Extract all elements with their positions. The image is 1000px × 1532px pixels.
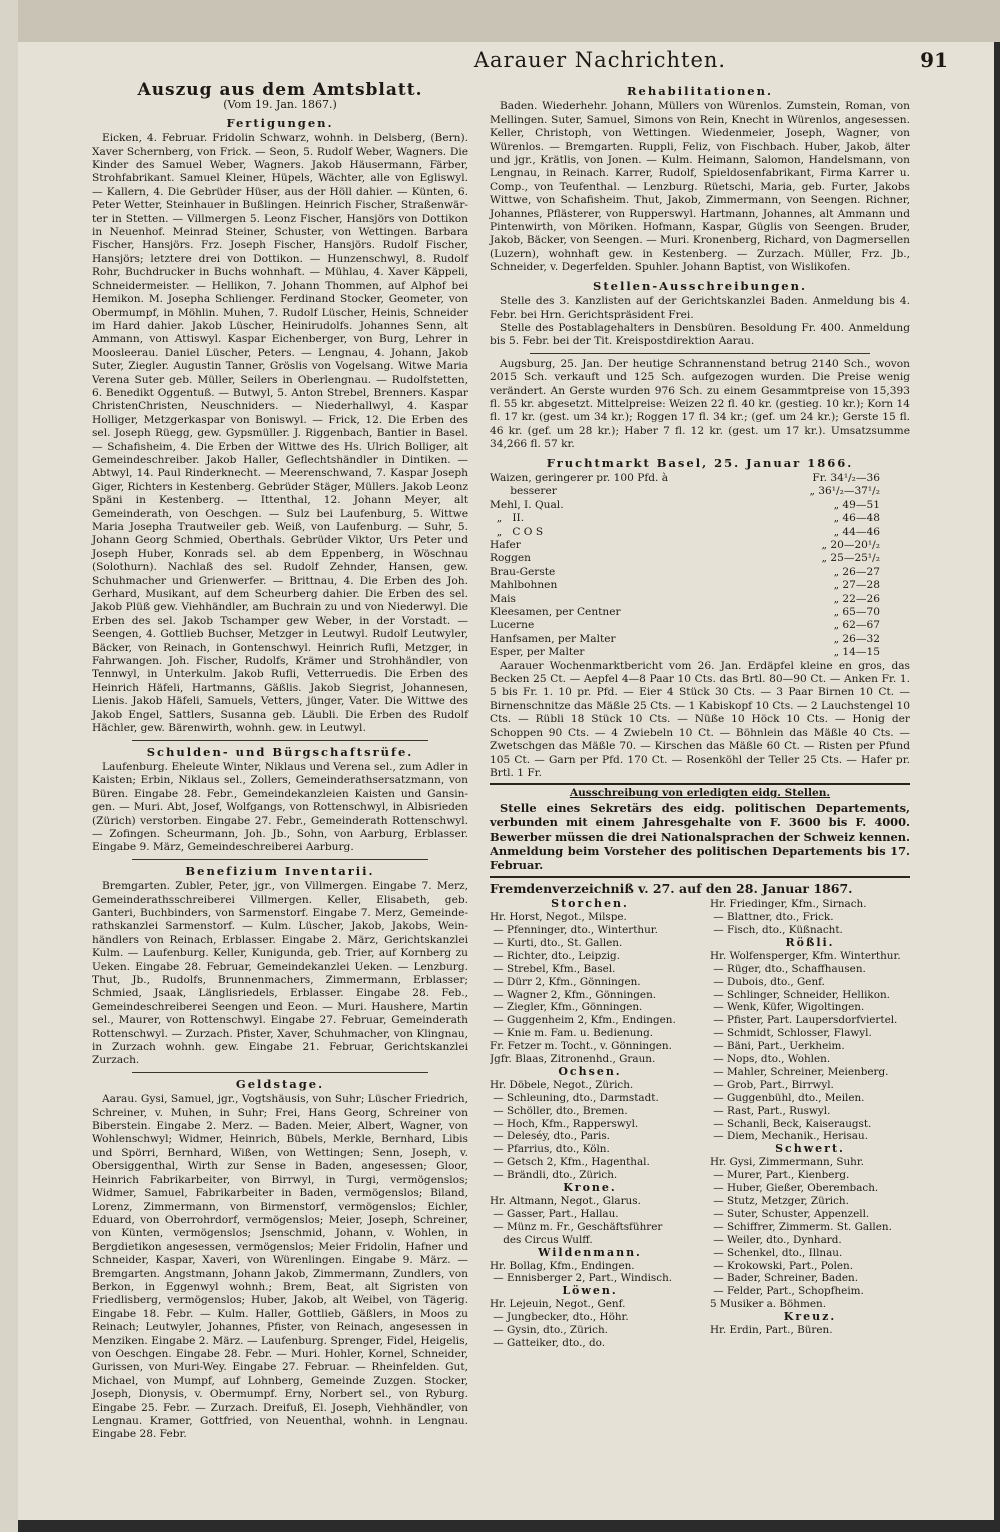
divider	[530, 353, 870, 354]
amtsblatt-heading: Auszug aus dem Amtsblatt.	[137, 80, 423, 100]
hotel-heading: Schwert.	[775, 1142, 845, 1156]
guest-entry: — Wenk, Küfer, Wigoltingen.	[710, 1001, 865, 1014]
guest-entry: — Münz m. Fr., Geschäftsführer	[490, 1220, 663, 1233]
guest-entry: Jgfr. Blaas, Zitronenhd., Graun.	[490, 1053, 656, 1066]
guest-entry: Hr. Wolfensperger, Kfm. Winterthur.	[710, 949, 901, 962]
guest-entry: — Wagner 2, Kfm., Gönningen.	[490, 988, 657, 1001]
price-item: Brau-Gerste	[490, 565, 556, 578]
price-value: „ 46—48	[833, 512, 880, 525]
hotel-heading: Löwen.	[562, 1284, 618, 1298]
price-row	[490, 646, 910, 659]
price-row	[490, 472, 910, 485]
guest-entry: — Getsch 2, Kfm., Hagenthal.	[490, 1156, 650, 1169]
price-value: „ 26—27	[833, 565, 880, 578]
guest-entry: — Schlinger, Schneider, Hellikon.	[710, 988, 890, 1001]
section-title-geldstage: Geldstage.	[235, 1076, 325, 1091]
price-value: „ 14—15	[833, 646, 880, 659]
guest-entry: — Bäni, Part., Uerkheim.	[710, 1040, 845, 1053]
price-item: besserer	[490, 485, 557, 498]
wochenmarkt-report: Aarauer Wochenmarktbericht vom 26. Jan. Erdäpfel kleine en gros, das Becken 25 Ct. — Aepfel 4—8 Paar 10 Cts. das Brtl. 80—90 Ct. — Anken Fr. 1. 5 bis Fr. 1. 10 pr. Pfd. — Eier 4 Stück 30 Cts. — 3 Paar Birnen 10 Ct. — Birnenschnitze das Mäßle 25 Cts. — 1 Kabiskopf 10 Cts. — 2 Lauchstengel 10 Cts. — Rübli 18 Stück 10 Cts. — Nüße 10 Höck 10 Cts. — Honig der Schoppen 90 Cts. — 4 Zwiebeln 10 Ct. — Böhnlein das Mäßle 40 Cts. — Zwetschgen das Mäßle 70. — Kirschen das Mäßle 60 Ct. — Risten per Pfund 105 Ct. — Garn per Pfd. 170 Ct. — Rosenköhl der Teller 25 Cts. — Hafer pr. Brtl. 1 Fr.	[490, 659, 910, 779]
guest-entry: — Schanli, Beck, Kaiseraugst.	[710, 1117, 872, 1130]
stellen-item: Stelle des Postablagehalters in Densbüren. Besoldung Fr. 400. Anmeldung bis 5. Febr. bei der Tit. Kreispostdirektion Aarau.	[490, 321, 910, 348]
amtsblatt-date: (Vom 19. Jan. 1867.)	[223, 98, 337, 112]
hotel-heading: Storchen.	[551, 897, 629, 911]
guest-entry: Fr. Fetzer m. Tocht., v. Gönningen.	[490, 1040, 672, 1053]
guest-entry: — Schöller, dto., Bremen.	[490, 1104, 628, 1117]
guest-entry: — Schiffrer, Zimmerm. St. Gallen.	[710, 1220, 892, 1233]
price-value: „ 26—32	[833, 632, 880, 645]
price-item: Kleesamen, per Centner	[490, 606, 621, 619]
price-row	[490, 593, 910, 606]
guest-entry: — Murer, Part., Kienberg.	[710, 1169, 850, 1182]
guest-entry: Hr. Lejeuin, Negot., Genf.	[490, 1298, 626, 1311]
price-row	[490, 633, 910, 646]
price-item: Mais	[490, 592, 516, 605]
guest-entry: — Guggenheim 2, Kfm., Endingen.	[490, 1014, 676, 1027]
guest-entry: — Gasser, Part., Hallau.	[490, 1207, 619, 1220]
price-row	[490, 512, 910, 525]
guest-entry: — Schmidt, Schlosser, Flawyl.	[710, 1027, 872, 1040]
price-row	[490, 526, 910, 539]
price-value: „ 25—25¹/₂	[821, 552, 880, 565]
guest-entry: — Blattner, dto., Frick.	[710, 911, 834, 924]
price-row	[490, 566, 910, 579]
price-value: „ 44—46	[833, 525, 880, 538]
hotel-heading: Kreuz.	[783, 1310, 837, 1324]
price-value: Fr. 34¹/₂—36	[812, 471, 880, 484]
guest-entry: — Krokowski, Part., Polen.	[710, 1259, 854, 1272]
guest-entry: — Grob, Part., Birrwyl.	[710, 1078, 834, 1091]
page-number: 91	[920, 48, 948, 72]
section-title-rehabilitationen: Rehabilitationen.	[627, 84, 773, 98]
hotel-heading: Rößli.	[785, 935, 835, 949]
price-item: Hanfsamen, per Malter	[490, 632, 616, 645]
guest-entry: — Huber, Gießer, Oberembach.	[710, 1182, 879, 1195]
guest-entry: — Deleséy, dto., Paris.	[490, 1130, 610, 1143]
price-item: Lucerne	[490, 619, 535, 632]
guest-entry: Hr. Horst, Negot., Milspe.	[490, 911, 627, 924]
hotel-heading: Wildenmann.	[538, 1245, 642, 1259]
price-value: „ 22—26	[833, 592, 880, 605]
guest-entry: — Schenkel, dto., Illnau.	[710, 1246, 843, 1259]
guest-entry: — Stutz, Metzger, Zürich.	[710, 1195, 849, 1207]
price-value: „ 49—51	[833, 498, 880, 511]
section-title-benefizium: Benefizium Inventarii.	[185, 863, 375, 878]
section-text-schulden: Laufenburg. Eheleute Winter, Niklaus und Verena sel., zum Adler in Kaisten; Erbin, Niklaus sel., Zollers, Gemeinderathsersatzmann, von Büren. Eingabe 28. Febr., Gemeindekanzleien Kaisten und Gansingen. — Muri. Abt, Josef, Wolfgangs, von Rottenschwyl, in Albisrieden (Zürich) verstorben. Eingabe 27. Febr., Gemeinderath Rottenschwyl. — Zofingen. Scheurmann, Joh. Jb., Sohn, von Aarburg, Erblasser. Eingabe 9. März, Gemeindeschreiberei Aarburg.	[92, 760, 468, 854]
guest-entry: — Diem, Mechanik., Herisau.	[710, 1130, 868, 1143]
fremdenverzeichnis-title: Fremdenverzeichniß v. 27. auf den 28. Januar 1867.	[490, 880, 853, 896]
stellen-item: Stelle des 3. Kanzlisten auf der Gerichtskanzlei Baden. Anmeldung bis 4. Febr. bei Hrn. Gerichtspräsident Frei.	[490, 295, 910, 321]
section-text-benefizium: Bremgarten. Zubler, Peter, jgr., von Villmergen. Eingabe 7. Merz, Gemeinderathsschreiberei Villmergen. Keller, Elisabeth, geb. Ganteri, Buchbinders, von Sarmenstorf. Eingabe 7. Merz, Gemeinderathskanzlei Sarmenstorf. — Kulm. Lüscher, Jakob, Jakobs, Weinhändlers von Reinach, Erblasser. Eingabe 2. März, Gerichtskanzlei Kulm. — Laufenburg. Keller, Kunigunda, geb. Trier, auf Kornberg zu Ueken. Eingabe 28. Februar, Gemeindekanzlei Ueken. — Lenzburg. Thut, Jb., Rudolfs, Brunnenmachers, Zimmermann, Erblasser; Schmied, Jsaak, Länglisriedels, Erblasser. Eingabe 28. Feb., Gemeindeschreiberei Seengen und Eeon. — Muri. Haushere, Martin sel., Maurer, von Rottenschwyl. Eingabe 27. Februar, Gemeinderath Rottenschwyl. — Zurzach. Pfister, Xaver, Schuhmacher, von Klingnau, in Zurzach wohnh. gew. Eingabe 21. Februar, Gerichtskanzlei Zurzach.	[92, 880, 468, 1067]
guest-entry: — Weiler, dto., Dynhard.	[710, 1233, 842, 1246]
price-value: „ 62—67	[833, 619, 880, 632]
price-item: Waizen, geringerer pr. 100 Pfd. à	[490, 471, 669, 484]
guest-entry: — Rüger, dto., Schaffhausen.	[710, 962, 866, 975]
guest-entry: — Schleuning, dto., Darmstadt.	[490, 1091, 659, 1104]
guest-entry: — Jungbecker, dto., Höhr.	[490, 1311, 629, 1324]
section-title-schulden: Schulden- und Bürgschaftsrüfe.	[146, 744, 414, 759]
page-title: Aarauer Nachrichten.	[473, 48, 727, 72]
divider	[490, 876, 910, 878]
guest-list-left	[490, 898, 690, 1350]
guest-entry: — Felder, Part., Schopfheim.	[710, 1285, 864, 1298]
section-title-fertigungen: Fertigungen.	[226, 115, 334, 130]
guest-entry: — Dubois, dto., Genf.	[710, 975, 825, 988]
guest-entry: — Fisch, dto., Küßnacht.	[710, 923, 843, 936]
guest-entry: — Hoch, Kfm., Rapperswyl.	[490, 1117, 639, 1130]
hotel-heading: Krone.	[563, 1181, 617, 1195]
guest-entry: — Pfister, Part. Laupersdorfviertel.	[710, 1014, 898, 1027]
price-item: „ II.	[490, 512, 525, 525]
price-row	[490, 619, 910, 632]
augsburg-market-report: Augsburg, 25. Jan. Der heutige Schrannenstand betrug 2140 Sch., wovon 2015 Sch. verkauft und 125 Sch. aufgezogen wurden. Die Preise wenig verändert. An Gerste wurden 976 Sch. zu einem Gesammtpreise von 15,393 fl. 55 kr. abgesetzt. Mittelpreise: Weizen 22 fl. 40 kr. (gestieg. 10 kr.); Korn 14 fl. 17 kr. (gest. um 34 kr.); Roggen 17 fl. 34 kr.; (gef. um 24 kr.); Gerste 15 fl. 46 kr. (gef. um 28 kr.); Haber 7 fl. 12 kr. (gest. um 17 kr.). Umsatzsumme 34,266 fl. 57 kr.	[490, 357, 910, 451]
guest-entry: — Suter, Schuster, Appenzell.	[710, 1207, 870, 1220]
guest-entry: — Bader, Schreiner, Baden.	[710, 1272, 859, 1285]
guest-entry: 5 Musiker a. Böhmen.	[710, 1298, 826, 1311]
section-title-stellen: Stellen-Ausschreibungen.	[593, 278, 807, 293]
guest-entry: — Gysin, dto., Zürich.	[490, 1324, 608, 1337]
price-table	[490, 472, 910, 660]
price-row	[490, 485, 910, 498]
guest-entry: Hr. Gysi, Zimmermann, Suhr.	[710, 1156, 864, 1169]
price-item: Mehl, I. Qual.	[490, 498, 564, 511]
guest-entry: — Brändli, dto., Zürich.	[490, 1169, 618, 1182]
hotel-heading: Ochsen.	[558, 1064, 622, 1078]
price-item: Roggen	[490, 552, 532, 565]
guest-entry: — Strebel, Kfm., Basel.	[490, 962, 616, 975]
price-row	[490, 499, 910, 512]
price-item: Mahlbohnen	[490, 579, 558, 592]
guest-entry: des Circus Wulff.	[490, 1233, 593, 1246]
guest-entry: — Pfenninger, dto., Winterthur.	[490, 923, 658, 936]
divider	[132, 859, 428, 860]
guest-entry: Hr. Altmann, Negot., Glarus.	[490, 1195, 641, 1207]
divider	[132, 1072, 428, 1073]
price-row	[490, 552, 910, 565]
guest-entry: — Ennisberger 2, Part., Windisch.	[490, 1272, 673, 1285]
section-text-rehabilitationen: Baden. Wiederhehr. Johann, Müllers von Würenlos. Zumstein, Roman, von Mellingen. Suter, Samuel, Simons von Rein, Knecht in Würenlos, angesessen. Keller, Christoph, von Wettingen. Wiedenmeier, Joseph, Wagner, von Würenlos. — Bremgarten. Ruppli, Feliz, von Fischbach. Huber, Jakob, älter und jgr., Krätlis, von Jonen. — Kulm. Heimann, Salomon, Handelsmann, von Lengnau, in Reinach. Karrer, Rudolf, Spieldosenfabrikant, Firma Karrer u. Comp., von Teufenthal. — Lenzburg. Rüetschi, Maria, geb. Furter, Jakobs Wittwe, von Schafisheim. Thut, Jakob, Zimmermann, von Seengen. Richner, Johannes, Pflästerer, von Rupperswyl. Hartmann, Johannes, alt Ammann und Pintenwirth, von Möriken. Hofmann, Kaspar, Güglis von Seengen. Bruder, Jakob, Bäcker, von Seengen. — Muri. Kronenberg, Richard, von Dagmersellen (Luzern), wohnhaft gew. in Kestenberg. — Zurzach. Müller, Frz. Jb., Schneider, v. Degerfelden. Spuhler. Johann Baptist, von Wislikofen.	[490, 100, 910, 274]
notice-text: Stelle eines Sekretärs des eidg. politischen Departements, verbunden mit einem Jahresgehalte von F. 3600 bis F. 4000. Bewerber müssen die drei Nationalsprachen der Schweiz kennen. Anmeldung beim Vorsteher des politischen Departements bis 17. Februar.	[490, 800, 910, 873]
page-header	[340, 48, 960, 76]
adjacent-page-edge	[0, 0, 18, 1532]
guest-entry: — Nops, dto., Wohlen.	[710, 1053, 831, 1066]
guest-entry: — Ziegler, Kfm., Gönningen.	[490, 1001, 643, 1014]
guest-entry: — Rast, Part., Ruswyl.	[710, 1104, 831, 1117]
price-row	[490, 539, 910, 552]
price-row	[490, 579, 910, 592]
guest-entry: Hr. Erdin, Part., Büren.	[710, 1324, 833, 1337]
guest-entry: — Richter, dto., Leipzig.	[490, 949, 620, 962]
price-item: Hafer	[490, 539, 521, 551]
guest-entry: — Pfarrius, dto., Köln.	[490, 1143, 610, 1156]
guest-entry: Hr. Friedinger, Kfm., Sirnach.	[710, 898, 867, 911]
section-text-fertigungen: Eicken, 4. Februar. Fridolin Schwarz, wohnh. in Delsberg, (Bern). Xaver Schernberg, von Frick. — Seon, 5. Rudolf Weber, Wagners. Die Kinder des Samuel Weber, Wagners. Jakob Häusermann, Färber, Strohfabrikant. Samuel Kleiner, Hüpels, Wächter, alle von Egliswyl. — Kallern, 4. Die Gebrüder Hüser, aus der Höll dahier. — Künten, 6. Peter Wetter, Steinhauer in Bußlingen. Heinrich Fischer, Straßenwärter in Stetten. — Villmergen 5. Leonz Fischer, Hansjörs von Dottikon in Neuenhof. Meinrad Steiner, Schuster, von Wettingen. Barbara Fischer, Hansjörs. Frz. Joseph Fischer, Hansjörs. Rudolf Fischer, Hansjörs; letztere drei von Dottikon. — Hunzenschwyl, 8. Rudolf Rohr, Buchdrucker in Buchs wohnhaft. — Mühlau, 4. Xaver Käppeli, Schneidermeister. — Hellikon, 7. Johann Thommen, auf Alphof bei Hemikon. M. Josepha Schlienger. Ferdinand Stocker, Geometer, von Obermumpf, in Möhlin. Muhen, 7. Rudolf Lüscher, Heinis, Schneider im Hard dahier. Jakob Lüscher, Heinirudolfs. Johannes Senn, alt Ammann, von Attiswyl. Kaspar Eichenberger, von Burg, Lehrer in Moosleerau. Daniel Lüscher, Peters. — Lengnau, 4. Johann, Jakob Suter, Ziegler. Augustin Tanner, Gröslis von Vogelsang. Witwe Maria Verena Suter geb. Müller, Seilers in Oberlengnau. — Rudolfstetten, 6. Benedikt Oggentuß. — Butwyl, 5. Anton Strebel, Brenners. Kaspar ChristenChristen, Neuschniders. — Niederhallwyl, 4. Kaspar Holliger, Metzgerkaspar von Boniswyl. — Frick, 12. Die Erben des sel. Joseph Rüegg, gew. Gypsmüller. J. Riggenbach, Bantier in Basel. — Schafisheim, 4. Die Erben der Wittwe des Hs. Ulrich Bolliger, alt Gemeindeschreiber. Jakob Haller, Geflechtshändler in Dintiken. — Abtwyl, 14. Paul Rinderknecht. — Meerenschwand, 7. Kaspar Joseph Giger, Richters in Kestenberg. Gebrüder Stäger, Müllers. Jakob Leonz Späni in Kestenberg. — Ittenthal, 12. Johann Meyer, alt Gemeinderath, von Oeschgen. — Sulz bei Laufenburg, 5. Wittwe Maria Josepha Trautweiler geb. Weiß, von Laufenburg. — Suhr, 5. Johann Georg Schmied, Oberthals. Gebrüder Viktor, Urs Peter und Joseph Huber, Konrads sel. ab dem Eppenberg, in Wöschnau (Solothurn). Nachlaß des sel. Rudolf Zehnder, Hansen, gew. Schuhmacher und Grienwerfer. — Brittnau, 4. Die Erben des Joh. Gerhard, Musikant, auf dem Scheurberg dahier. Die Erben des sel. Jakob Plüß gew. Viehhändler, am Buchrain zu und von Niederwyl. Die Erben des sel. Jakob Tschamper gew Weber, in der Vorstadt. — Seengen, 4. Gottlieb Buchser, Metzger in Leutwyl. Rudolf Leutwyler, Bäcker, von Reinach, in Gontenschwyl. Heinrich Rufli, Metzger, in Fahrwangen. Joh. Fischer, Rudolfs, Krämer und Strohhändler, von Tennwyl, in Unterkulm. Jakob Rufli, Vetterruedis. Die Erben des Heinrich Häfeli, Hartmanns, Gäßlis. Jakob Siegrist, Johannesen, Lienis. Jakob Häfeli, Samuels, Vetters, jünger, Vater. Die Wittwe des Jakob Engel, Sattlers, Susanna geb. Läubli. Die Erben des Rudolf Hächler, gew. Bärenwirth, wohnh. gew. in Leutwyl.	[92, 132, 468, 735]
guest-list-right	[710, 898, 910, 1350]
section-text-geldstage: Aarau. Gysi, Samuel, jgr., Vogtshäusis, von Suhr; Lüscher Friedrich, Schreiner, v. Muhen, in Suhr; Frei, Hans Georg, Schreiner von Biberstein. Eingabe 2. Merz. — Baden. Meier, Albert, Wagner, von Wohlenschwyl; Widmer, Heinrich, Bübels, Merkle, Bernhard, Libis und Spörri, Bernhard, Wißen, von Wettingen; Senn, Joseph, v. Obersiggenthal, Wirth zur Sense in Baden, angesessen; Gloor, Heinrich Fabrikarbeiter, von Birrwyl, in Turgi, vermögenslos; Widmer, Samuel, Fabrikarbeiter in Baden, vermögenslos; Biland, Lorenz, Zimmermann, von Birmenstorf, vermögenslos; Eichler, Eduard, von Oberrohrdorf, vermögenslos; Meier, Joseph, Schreiner, von Künten, vermögenslos; Jsenschmid, Johann, v. Wohlen, in Bergdietikon angesessen, vermögenslos; Meier Fridolin, Hafner und Schneider, Kaspar, Xaveri, von Würenlingen. Eingabe 9. März. — Bremgarten. Angstmann, Johann Jakob, Zimmermann, Zundlers, von Berkon, in Eggenwyl wohnh.; Brem, Beat, alt Sigristen von Friedlisberg, vermögenslos; Huber, Jakob, alt Weibel, von Tägerig. Eingabe 18. Febr. — Kulm. Haller, Gottlieb, Gäßlers, in Moos zu Reinach; Leutwyler, Johannes, Pfister, von Reinach, angesessen in Menziken. Eingabe 2. März. — Laufenburg. Sprenger, Fidel, Heigelis, von Oeschgen. Eingabe 28. Febr. — Muri. Hohler, Kornel, Schneider, Gurissen, von Muri-Wey. Eingabe 27. Februar. — Rheinfelden. Gut, Michael, von Mumpf, auf Lohnberg, Gemeinde Zuzgen. Stocker, Joseph, Dionysis, v. Obermumpf. Erny, Norbert sel., von Ryburg. Eingabe 25. Febr. — Zurzach. Dreifuß, El. Joseph, Viehhändler, von Lengnau. Kramer, Gottfried, von Neuenthal, wohnh. in Lengnau. Eingabe 28. Febr.	[92, 1093, 468, 1441]
price-value: „ 36¹/₂—37¹/₂	[809, 485, 880, 498]
price-item: Esper, per Malter	[490, 646, 585, 659]
left-column	[92, 80, 468, 1442]
divider	[132, 740, 428, 741]
right-column	[490, 80, 910, 1350]
price-item: „ C O S	[490, 525, 544, 538]
guest-entry: — Kurti, dto., St. Gallen.	[490, 936, 623, 949]
background-paper	[0, 0, 1000, 42]
guest-entry: — Dürr 2, Kfm., Gönningen.	[490, 975, 641, 988]
guest-entry: — Gatteiker, dto., do.	[490, 1336, 606, 1349]
guest-entry: Hr. Bollag, Kfm., Endingen.	[490, 1259, 635, 1272]
price-value: „ 65—70	[833, 606, 880, 619]
price-value: „ 20—20¹/₂	[821, 539, 880, 551]
divider	[490, 783, 910, 785]
price-value: „ 27—28	[833, 579, 880, 592]
notice-title: Ausschreibung von erledigten eidg. Stellen.	[569, 787, 831, 800]
guest-list	[490, 898, 910, 1350]
guest-entry: — Mahler, Schreiner, Meienberg.	[710, 1065, 889, 1078]
guest-entry: Hr. Döbele, Negot., Zürich.	[490, 1078, 634, 1091]
guest-entry: — Knie m. Fam. u. Bedienung.	[490, 1027, 654, 1040]
price-row	[490, 606, 910, 619]
guest-entry: — Guggenbühl, dto., Meilen.	[710, 1091, 865, 1104]
fruchtmarkt-title: Fruchtmarkt Basel, 25. Januar 1866.	[546, 455, 854, 470]
